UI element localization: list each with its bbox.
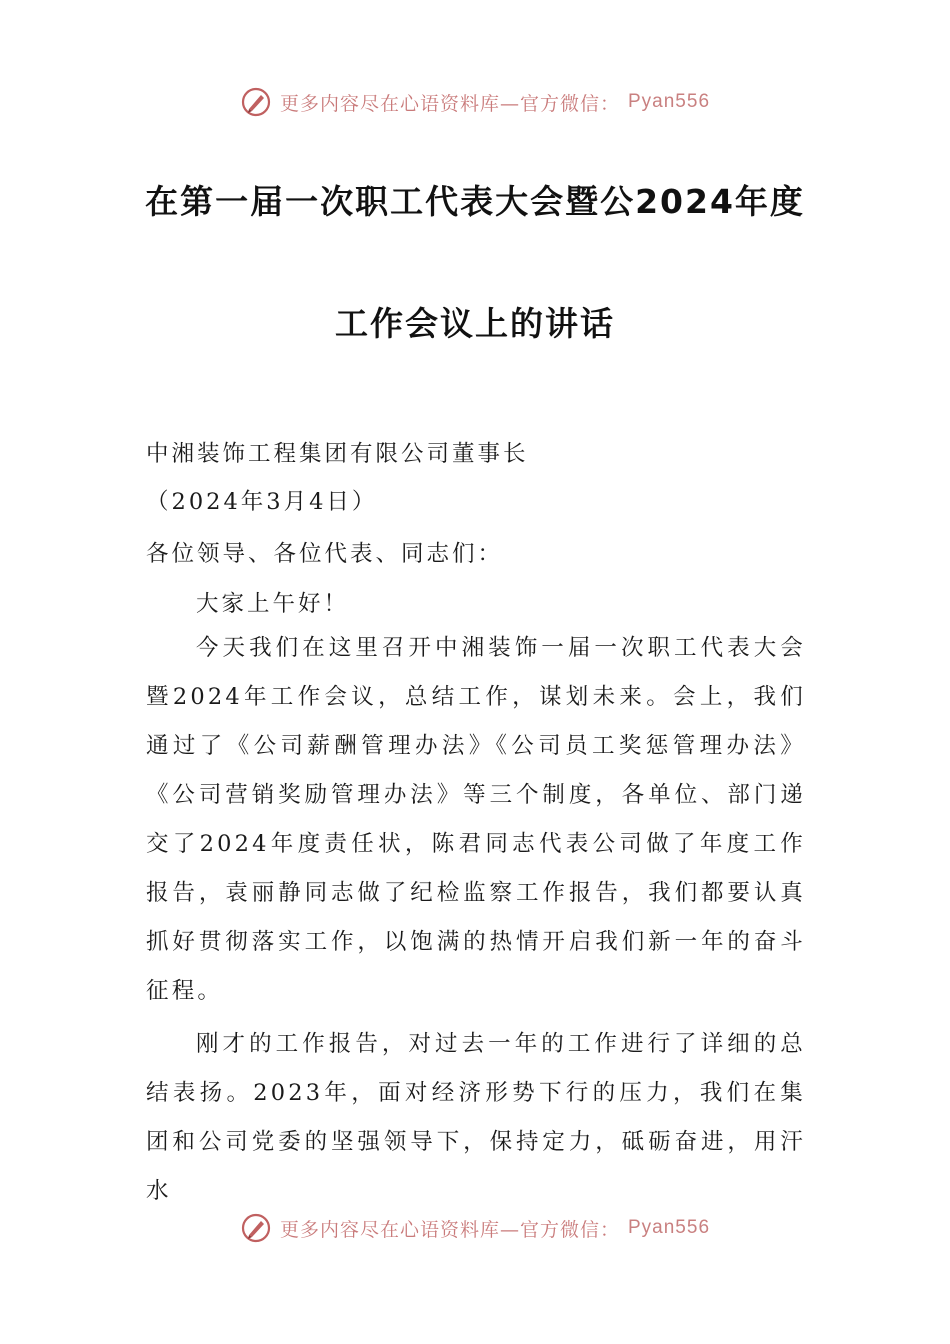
watermark-footer	[0, 1212, 950, 1244]
pen-logo-icon	[240, 1212, 272, 1244]
salutation-line: 各位领导、各位代表、同志们：	[146, 541, 504, 567]
watermark-header	[0, 86, 950, 118]
watermark-handle: Pyan556	[628, 1217, 711, 1238]
watermark-handle: Pyan556	[628, 91, 711, 112]
watermark-text: 更多内容尽在心语资料库—官方微信：	[279, 92, 620, 115]
body-paragraph: 今天我们在这里召开中湘装饰一届一次职工代表大会暨2024年工作会议，总结工作，谋划未来。会上，我们通过了《公司薪酬管理办法》《公司员工奖惩管理办法》《公司营销奖励管理办法》等三个制度，各单位、部门递交了2024年度责任状，陈君同志代表公司做了年度工作报告，袁丽静同志做了纪检监察工作报告，我们都要认真抓好贯彻落实工作，以饱满的热情开启我们新一年的奋斗征程。	[146, 635, 806, 1004]
greeting-line: 大家上午好！	[196, 591, 350, 617]
watermark-text: 更多内容尽在心语资料库—官方微信：	[279, 1218, 620, 1241]
pen-logo-icon	[240, 86, 272, 118]
author-line: 中湘装饰工程集团有限公司董事长	[146, 441, 529, 467]
document-title-line1: 在第一届一次职工代表大会暨公2024年度	[145, 182, 805, 221]
document-title-line2: 工作会议上的讲话	[335, 304, 615, 343]
date-line: （2024年3月4日）	[146, 489, 378, 515]
body-paragraph: 刚才的工作报告，对过去一年的工作进行了详细的总结表扬。2023年，面对经济形势下行的压力，我们在集团和公司党委的坚强领导下，保持定力，砥砺奋进，用汗水	[146, 1031, 806, 1204]
